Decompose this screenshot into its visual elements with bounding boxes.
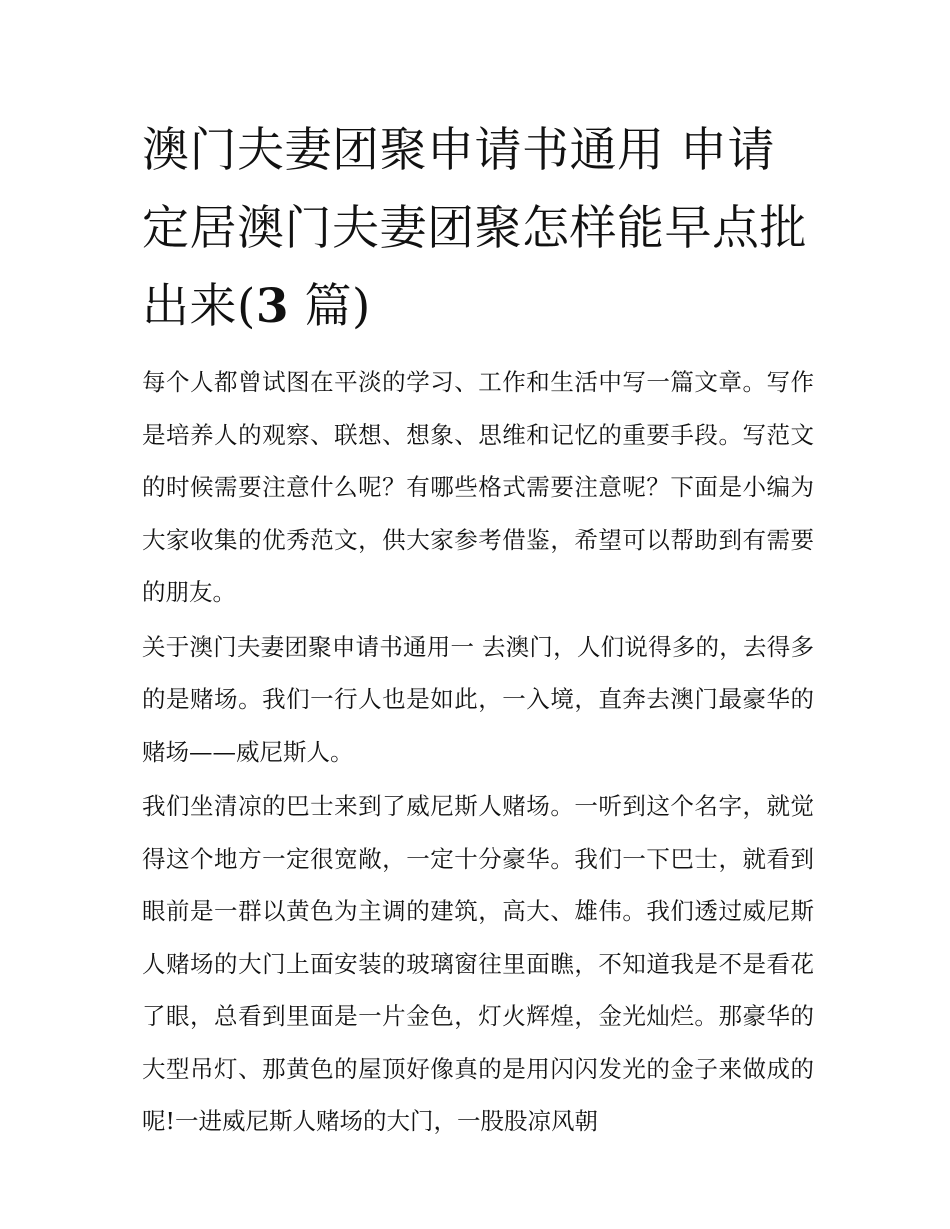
document-title [142,112,814,346]
title-text: 澳门夫妻团聚申请书通用 申请定居澳门夫妻团聚怎样能早点批出来( [142,123,807,334]
body-paragraph: 我们坐清凉的巴士来到了威尼斯人赌场。一听到这个名字，就觉得这个地方一定很宽敞，一定十分豪华。我们一下巴士，就看到眼前是一群以黄色为主调的建筑，高大、雄伟。我们透过威尼斯人赌场的大门上面安装的玻璃窗往里面瞧，不知道我是不是看花了眼，总看到里面是一片金色，灯火辉煌，金光灿烂。那豪华的大型吊灯、那黄色的屋顶好像真的是用闪闪发光的金子来做成的呢!一进威尼斯人赌场的大门，一股股凉风朝 [142,792,814,1135]
intro-paragraph: 每个人都曾试图在平淡的学习、工作和生活中写一篇文章。写作是培养人的观察、联想、想象、思维和记忆的重要手段。写范文的时候需要注意什么呢？有哪些格式需要注意呢？下面是小编为大家收集的优秀范文，供大家参考借鉴，希望可以帮助到有需要的朋友。 [142,368,814,606]
title-count: 3 [255,279,290,334]
document-body [142,112,814,1148]
title-suffix: 篇) [289,279,371,334]
body-paragraph: 关于澳门夫妻团聚申请书通用一 去澳门，人们说得多的，去得多的是赌场。我们一行人也是如此，一入境，直奔去澳门最豪华的赌场——威尼斯人。 [142,632,814,766]
